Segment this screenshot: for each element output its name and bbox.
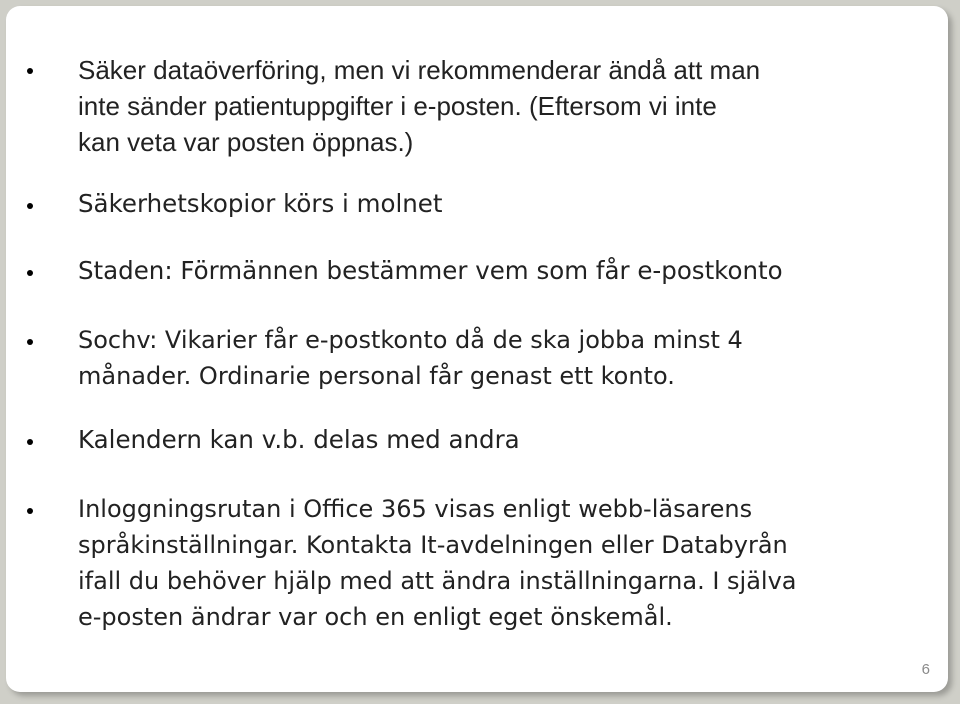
bullet-dot-icon [27, 270, 33, 276]
bullet-line: Säker dataöverföring, men vi rekommenderar ändå att man [78, 55, 761, 85]
bullet-dot-icon [27, 68, 33, 74]
bullet-dot-icon [27, 203, 33, 209]
bullet-line: Kalendern kan v.b. delas med andra [78, 425, 520, 454]
bullet-line: Sochv: Vikarier får e-postkonto då de ska jobba minst 4 [78, 326, 743, 354]
page-number: 6 [921, 661, 930, 678]
bullet-line: ifall du behöver hjälp med att ändra inställningarna. I själva [78, 567, 797, 595]
bullet-text [78, 253, 938, 289]
bullet-dot-icon [27, 508, 33, 514]
bullet-dot-icon [27, 339, 33, 345]
bullet-line: e-posten ändrar var och en enligt eget önskemål. [78, 603, 673, 631]
bullet-line: månader. Ordinarie personal får genast ett konto. [78, 362, 675, 390]
bullet-dot-icon [27, 439, 33, 445]
bullet-text [78, 322, 938, 394]
bullet-line: Staden: Förmännen bestämmer vem som får e-postkonto [78, 256, 783, 285]
bullet-text [78, 186, 938, 222]
bullet-line: språkinställningar. Kontakta It-avdelningen eller Databyrån [78, 531, 788, 559]
bullet-line: inte sänder patientuppgifter i e-posten. (Eftersom vi inte [78, 91, 717, 121]
bullet-line: kan veta var posten öppnas.) [78, 127, 414, 157]
bullet-text [78, 52, 938, 160]
bullet-line: Inloggningsrutan i Office 365 visas enligt webb-läsarens [78, 495, 753, 523]
bullet-text [78, 491, 938, 635]
slide [6, 6, 948, 692]
bullet-text [78, 422, 938, 458]
bullet-line: Säkerhetskopior körs i molnet [78, 189, 443, 218]
